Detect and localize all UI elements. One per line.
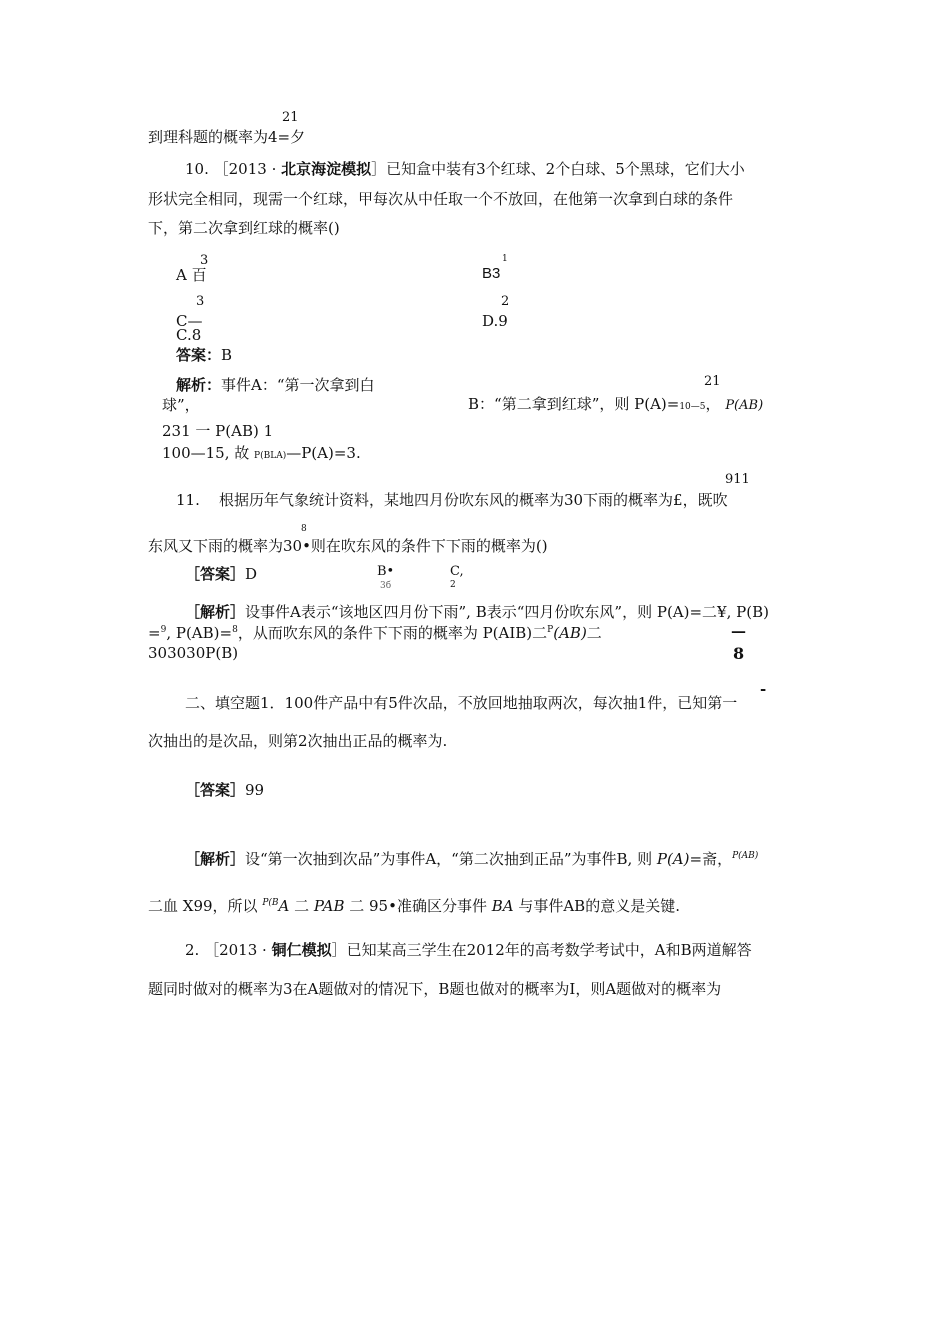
q10-analysis-b [468,395,763,414]
q10-analysis-event-b: B：“第二拿到红球”，则 P(A)= [468,395,680,413]
q10-line2: 形状完全相同，现需一个红球，甲每次从中任取一个不放回，在他第一次拿到白球的条件 [148,190,734,208]
q11-analysis-line2c: ，从而吹东风的条件下下雨的概率为 P(AIB)二 [237,624,548,642]
section2-answer-value: 99 [245,781,265,799]
q10-analysis-a [176,376,375,394]
q2-source: 铜仁模拟 [271,941,332,959]
q11-analysis-line3: 303030P(B) [148,644,239,662]
section2-analysis-line2 [148,897,680,915]
q2-line1-rest: ］已知某高三学生在2012年的高考数学考试中，A和B两道解答 [331,941,752,959]
q10-analysis-line4b: —P(A)=3. [286,444,361,462]
q11-answer-value: D [245,565,258,583]
q10-option-d: D.9 [482,312,508,330]
q11-line1 [176,491,728,509]
q10-answer-label: 答案： [176,346,222,364]
q10-number: 10. [185,160,209,178]
q10-analysis-line4 [162,444,361,462]
q10-analysis-sup: 21 [704,374,721,389]
section2-analysis-line1-small: P(AB) [732,851,759,861]
q11-answer-label: ［答案］ [185,565,246,583]
section2-analysis-line2-small: P(B [262,898,279,908]
q10-option-c-sup: 3 [196,294,205,309]
q10-option-c2: C.8 [176,326,202,344]
q11-analysis-line2e: 二 [586,624,602,642]
section2-analysis-line2-pab: PAB [313,897,345,915]
q11-option-b: B• [377,564,395,579]
q10-line1 [185,160,745,178]
q10-analysis-line3: 231 一 P(AB) 1 [162,422,274,440]
q10-analysis-line4a: 100—15, 故 [162,444,255,462]
section2-analysis-line2c: 二 95•准确区分事件 [344,897,492,915]
q10-answer-value: B [221,346,233,364]
q10-analysis-a2: 球”， [162,396,200,414]
q11-analysis-line2d: (AB) [553,624,587,642]
section2-analysis-line2-ba: BA [491,897,514,915]
q11-analysis-line2-sup2: 8 [232,625,238,635]
section2-q1-line1 [185,694,737,712]
q11-option-c-sub: 2 [450,580,456,590]
q10-option-d-sup: 2 [501,294,510,309]
section2-q1-line1-text: 1．100件产品中有5件次品，不放回地抽取两次，每次抽1件，已知第一 [260,694,738,712]
q10-answer [176,346,232,364]
section2-answer [185,781,264,799]
q11-analysis-line2-sup1: 9 [160,625,167,635]
q10-analysis-b-tail: ， [705,395,721,413]
q11-line1-text: 根据历年气象统计资料，某地四月份吹东风的概率为30下雨的概率为£，既吹 [218,491,728,509]
q10-analysis-pab: P(AB) [725,398,764,413]
q11-analysis-line2 [148,624,602,642]
q10-analysis-label: 解析： [176,376,222,394]
q2-tag-open: ［2013 · [204,941,272,959]
q10-option-c: C— [176,312,203,330]
q10-line1-rest: ］已知盒中装有3个红球、2个白球、5个黑球，它们大小 [371,160,745,178]
q11-sup-mid: 8 [301,524,307,534]
q11-analysis-line2a: = [148,624,161,642]
intro-line: 到理科题的概率为4=夕 [148,128,306,146]
q11-option-b-sub: 3б [380,581,392,591]
section2-analysis-pa: P(A) [656,850,690,868]
q10-analysis-event-a: 事件A：“第一次拿到白 [221,376,375,394]
q10-option-b: B3 [482,265,501,282]
section2-analysis-line1-text: 设“第一次抽到次品”为事件A，“第二次抽到正品”为事件B, 则 [245,850,657,868]
q10-source: 北京海淀模拟 [281,160,372,178]
q11-number: 11. [176,491,200,509]
section2-analysis-label: ［解析］ [185,850,246,868]
section2-q1-line2: 次抽出的是次品，则第2次抽出正品的概率为. [148,732,448,750]
q11-analysis-line1-text: 设事件A表示“该地区四月份下雨”, B表示“四月份吹东风”，则 P(A)=二¥, P(B) [245,603,769,621]
section2-analysis-line1 [185,850,758,868]
q2-line2: 题同时做对的概率为3在A题做对的情况下，B题也做对的概率为I，则A题做对的概率为 [148,980,722,998]
intro-superscript: 21 [282,110,299,125]
q11-analysis-line1 [185,603,769,621]
section2-answer-label: ［答案］ [185,781,246,799]
q11-line2: 东风又下雨的概率为30•则在吹东风的条件下下雨的概率为() [148,537,548,555]
section2-analysis-line2b: 二 [289,897,314,915]
q2-line1 [185,941,752,959]
q10-analysis-frac: 10—5 [679,402,706,412]
section2-analysis-line2d: 与事件AB的意义是关键. [513,897,680,915]
q11-analysis-line2-sup3: P [547,625,554,635]
q11-answer [185,565,257,583]
q11-side-mark: - [760,680,767,698]
section2-heading: 二、填空题 [185,694,261,712]
q11-analysis-line2b: , P(AB)= [166,624,233,642]
section2-analysis-line2a: 二血 X99，所以 [148,897,263,915]
q10-option-a: A 百 [176,266,207,284]
q11-analysis-label: ［解析］ [185,603,246,621]
q10-option-b-sup: 1 [502,254,508,264]
section2-analysis-line2-a: A [278,897,290,915]
q11-side-dash: — [731,622,746,640]
q10-tag-open: ［2013 · [213,160,282,178]
q11-sup-right: 911 [725,472,750,487]
q10-line3: 下，第二次拿到红球的概率() [148,219,340,237]
q10-option-a-sup: 3 [200,253,209,268]
q10-analysis-line4-small: P(BLA) [254,451,287,461]
q2-number: 2. [185,941,200,959]
section2-analysis-line1-tail: =斋， [689,850,733,868]
q11-option-c: C, [450,564,464,579]
q11-side-eight: 8 [733,644,745,663]
